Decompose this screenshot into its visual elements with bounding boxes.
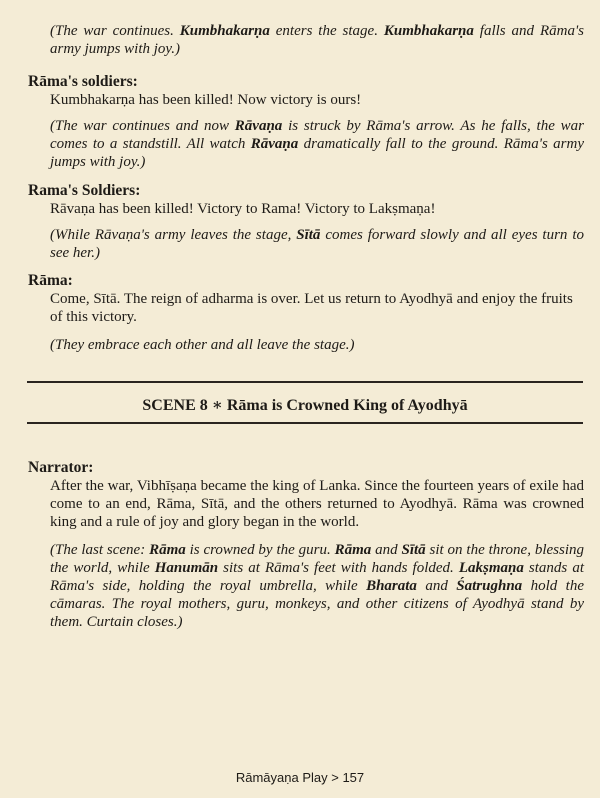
- stage-direction: [50, 226, 584, 262]
- dialogue-line: Come, Sītā. The reign of adharma is over. Let us return to Ayodhyā and enjoy the fruits of this victory.: [50, 291, 573, 325]
- stage-name: Hanumān: [154, 560, 219, 576]
- stage-name: Sītā: [401, 542, 426, 558]
- stage-name: Rāma: [149, 542, 186, 558]
- stage-text: stands at Rāma's side, holding the royal umbrella, while: [50, 560, 584, 594]
- speaker-label: Narrator:: [28, 459, 94, 476]
- stage-direction: [50, 117, 584, 171]
- stage-text: (The war continues and now: [50, 118, 235, 134]
- dialogue-block-1: [28, 73, 584, 171]
- dialogue-line: After the war, Vibhīṣaṇa became the king of Lanka. Since the fourteen years of exile had come to an end, Rāma, Sītā, and the others returned to Ayodhyā. Rāma was crowned king and a rule of joy and glory began in the world.: [50, 478, 584, 530]
- stage-name: Bharata: [366, 578, 417, 594]
- dialogue-line: Kumbhakarṇa has been killed! Now victory is ours!: [50, 92, 362, 108]
- stage-direction: (They embrace each other and all leave the stage.): [50, 337, 355, 353]
- stage-text: and: [416, 578, 457, 594]
- dialogue-line: Rāvaṇa has been killed! Victory to Rama! Victory to Lakṣmaṇa!: [50, 201, 436, 217]
- dialogue-block-4: [28, 459, 584, 631]
- stage-name: Rāma: [334, 542, 372, 558]
- speaker-label: Rāma's soldiers:: [28, 73, 138, 90]
- intro-stage-direction: [50, 22, 584, 58]
- stage-name: Kumbhakarṇa: [179, 23, 270, 39]
- stage-name: Rāvaṇa: [250, 136, 299, 152]
- speaker-label: Rāma:: [28, 272, 73, 289]
- stage-name: Śatrughna: [456, 578, 523, 594]
- divider-top: [27, 381, 583, 383]
- stage-text: falls and Rāma's army jumps with joy.): [50, 23, 584, 57]
- stage-name: Sītā: [296, 227, 321, 243]
- dialogue-block-2: [28, 182, 584, 262]
- stage-direction: [50, 541, 584, 631]
- stage-name: Kumbhakarṇa: [383, 23, 474, 39]
- stage-text: (While Rāvaṇa's army leaves the stage,: [50, 227, 297, 243]
- stage-text: is crowned by the guru.: [185, 542, 335, 558]
- dialogue-block-3: [28, 272, 584, 354]
- stage-text: dramatically fall to the ground. Rāma's army jumps with joy.): [50, 136, 584, 170]
- scene-title: SCENE 8 ∗ Rāma is Crowned King of Ayodhyā: [142, 397, 468, 414]
- stage-name: Lakṣmaṇa: [458, 560, 524, 576]
- speaker-label: Rama's Soldiers:: [28, 182, 141, 199]
- stage-text: (The war continues.: [50, 23, 180, 39]
- stage-text: sit on the throne, blessing the world, while: [50, 542, 584, 576]
- stage-text: enters the stage.: [269, 23, 384, 39]
- stage-text: and: [371, 542, 402, 558]
- stage-text: comes forward slowly and all eyes turn to see her.): [50, 227, 584, 261]
- stage-text: is struck by Rāma's arrow. As he falls, the war comes to a standstill. All watch: [50, 118, 584, 152]
- stage-text: (The last scene:: [50, 542, 150, 558]
- stage-name: Rāvaṇa: [234, 118, 283, 134]
- stage-text: hold the cāmaras. The royal mothers, guru, monkeys, and other citizens of Ayodhyā stand by them. Curtain closes.): [50, 578, 585, 630]
- stage-text: sits at Rāma's feet with hands folded.: [218, 560, 459, 576]
- divider-bottom: [27, 422, 583, 424]
- page-footer: Rāmāyaṇa Play > 157: [235, 770, 365, 785]
